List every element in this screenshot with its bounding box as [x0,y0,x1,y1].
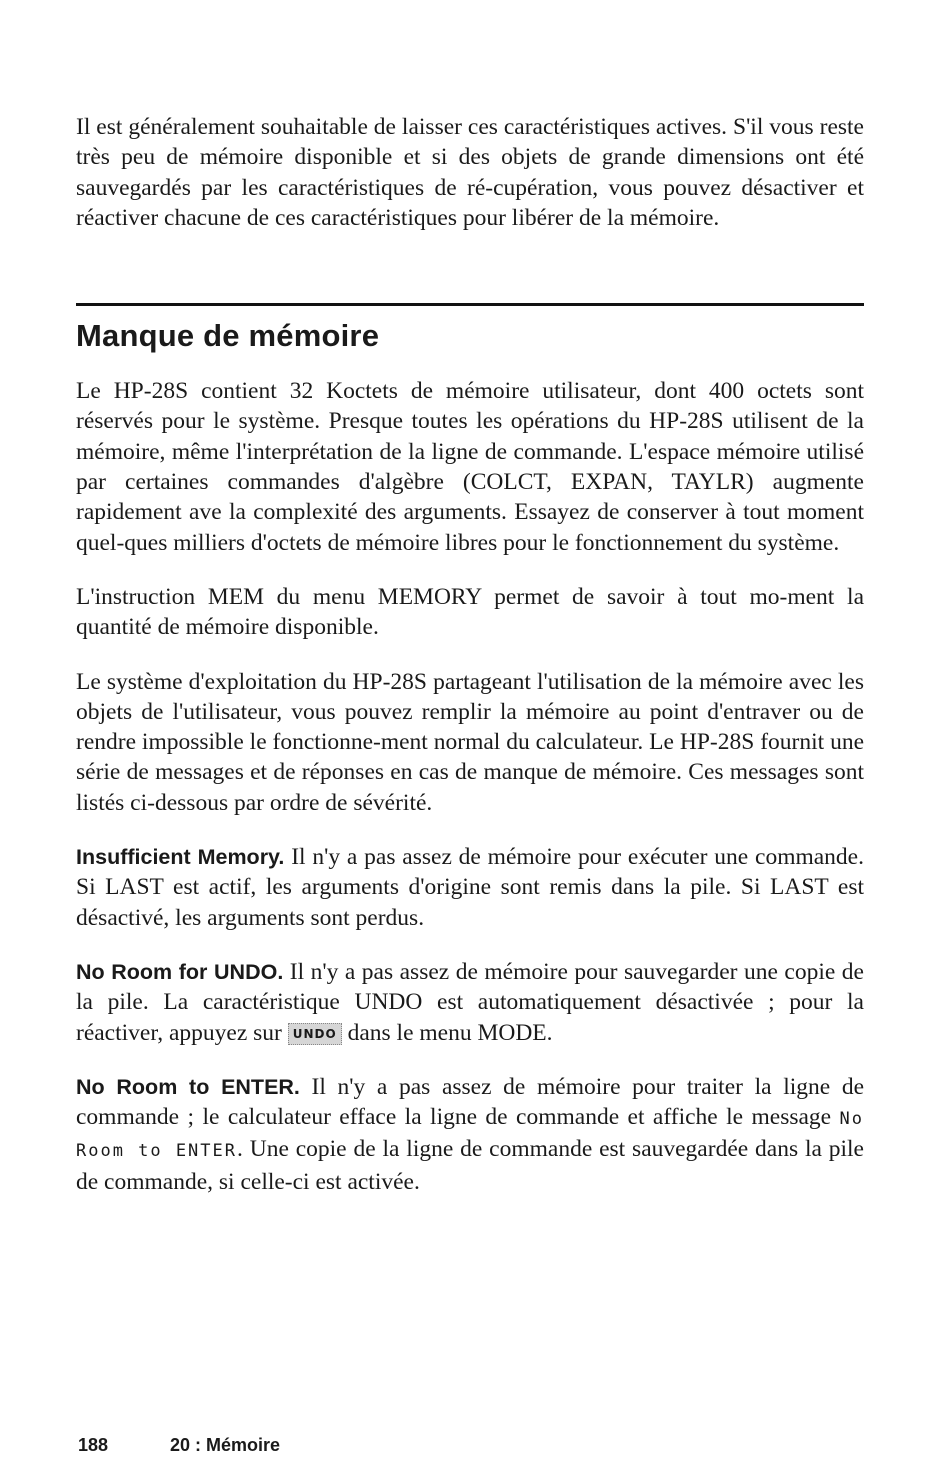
page-footer [78,1435,280,1456]
message-description-end: dans le menu MODE. [341,1019,553,1046]
message-term: No Room to ENTER. [76,1074,300,1099]
message-term: Insufficient Memory. [76,845,285,870]
message-term: No Room for UNDO. [76,959,284,984]
message-description: Il n'y a pas assez de mémoire pour exécuter une commande. Si LAST est actif, les arguments d'origine sont remis dans la pile. Si LAST est désactivé, les arguments sont perdus. [76,844,864,931]
body-paragraph-1: Le HP-28S contient 32 Koctets de mémoire utilisateur, dont 400 octets sont réservés pour le système. Presque toutes les opérations du HP-28S utilisent de la mémoire, même l'interprétation de la ligne de commande. L'espace mémoire utilisé par certaines commandes d'algèbre (COLCT, EXPAN, TAYLR) augmente rapidement ave la complexité des arguments. Essayez de conserver à tout moment quel-ques milliers d'octets de mémoire libres pour le fonctionnement du système. [76,378,864,556]
lcd-display-message: No Room to ENTER [76,1109,864,1162]
section-rule [76,303,864,306]
body-paragraph-3: Le système d'exploitation du HP-28S partageant l'utilisation de la mémoire avec les objets de l'utilisateur, vous pouvez remplir la mémoire au point d'entraver ou de rendre impossible le fonctionne-ment normal du calculateur. Le HP-28S fournit une série de messages et de réponses en cas de manque de mémoire. Ces messages sont listés ci-dessous par ordre de sévérité. [76,668,864,816]
page-number: 188 [78,1435,109,1455]
intro-paragraph: Il est généralement souhaitable de laisser ces caractéristiques actives. S'il vous reste très peu de mémoire disponible et si des objets de grande dimensions ont été sauvegardés par les caractéristiques de ré-cupération, vous pouvez désactiver et réactiver chacune de ces caractéristiques pour libérer de la mémoire. [76,114,864,231]
section-title: Manque de mémoire [76,318,380,354]
page-content [76,112,864,1221]
message-description-end: . Une copie de la ligne de commande est sauvegardée dans la pile de commande, si celle-ci est activée. [76,1136,864,1195]
message-no-room-enter [76,1072,864,1197]
message-insufficient-memory [76,842,864,933]
message-no-room-undo [76,957,864,1048]
undo-menu-key: UNDO [288,1023,342,1045]
chapter-label: 20 : Mémoire [170,1435,281,1455]
body-paragraph-2: L'instruction MEM du menu MEMORY permet de savoir à tout mo-ment la quantité de mémoire disponible. [76,583,864,641]
message-description: Il n'y a pas assez de mémoire pour sauvegarder une copie de la pile. La caractéristique UNDO est automatiquement désactivée ; pour la réactiver, appuyez sur [76,958,864,1046]
message-description: Il n'y a pas assez de mémoire pour traiter la ligne de commande ; le calculateur efface la ligne de commande et affiche le message [76,1073,865,1131]
